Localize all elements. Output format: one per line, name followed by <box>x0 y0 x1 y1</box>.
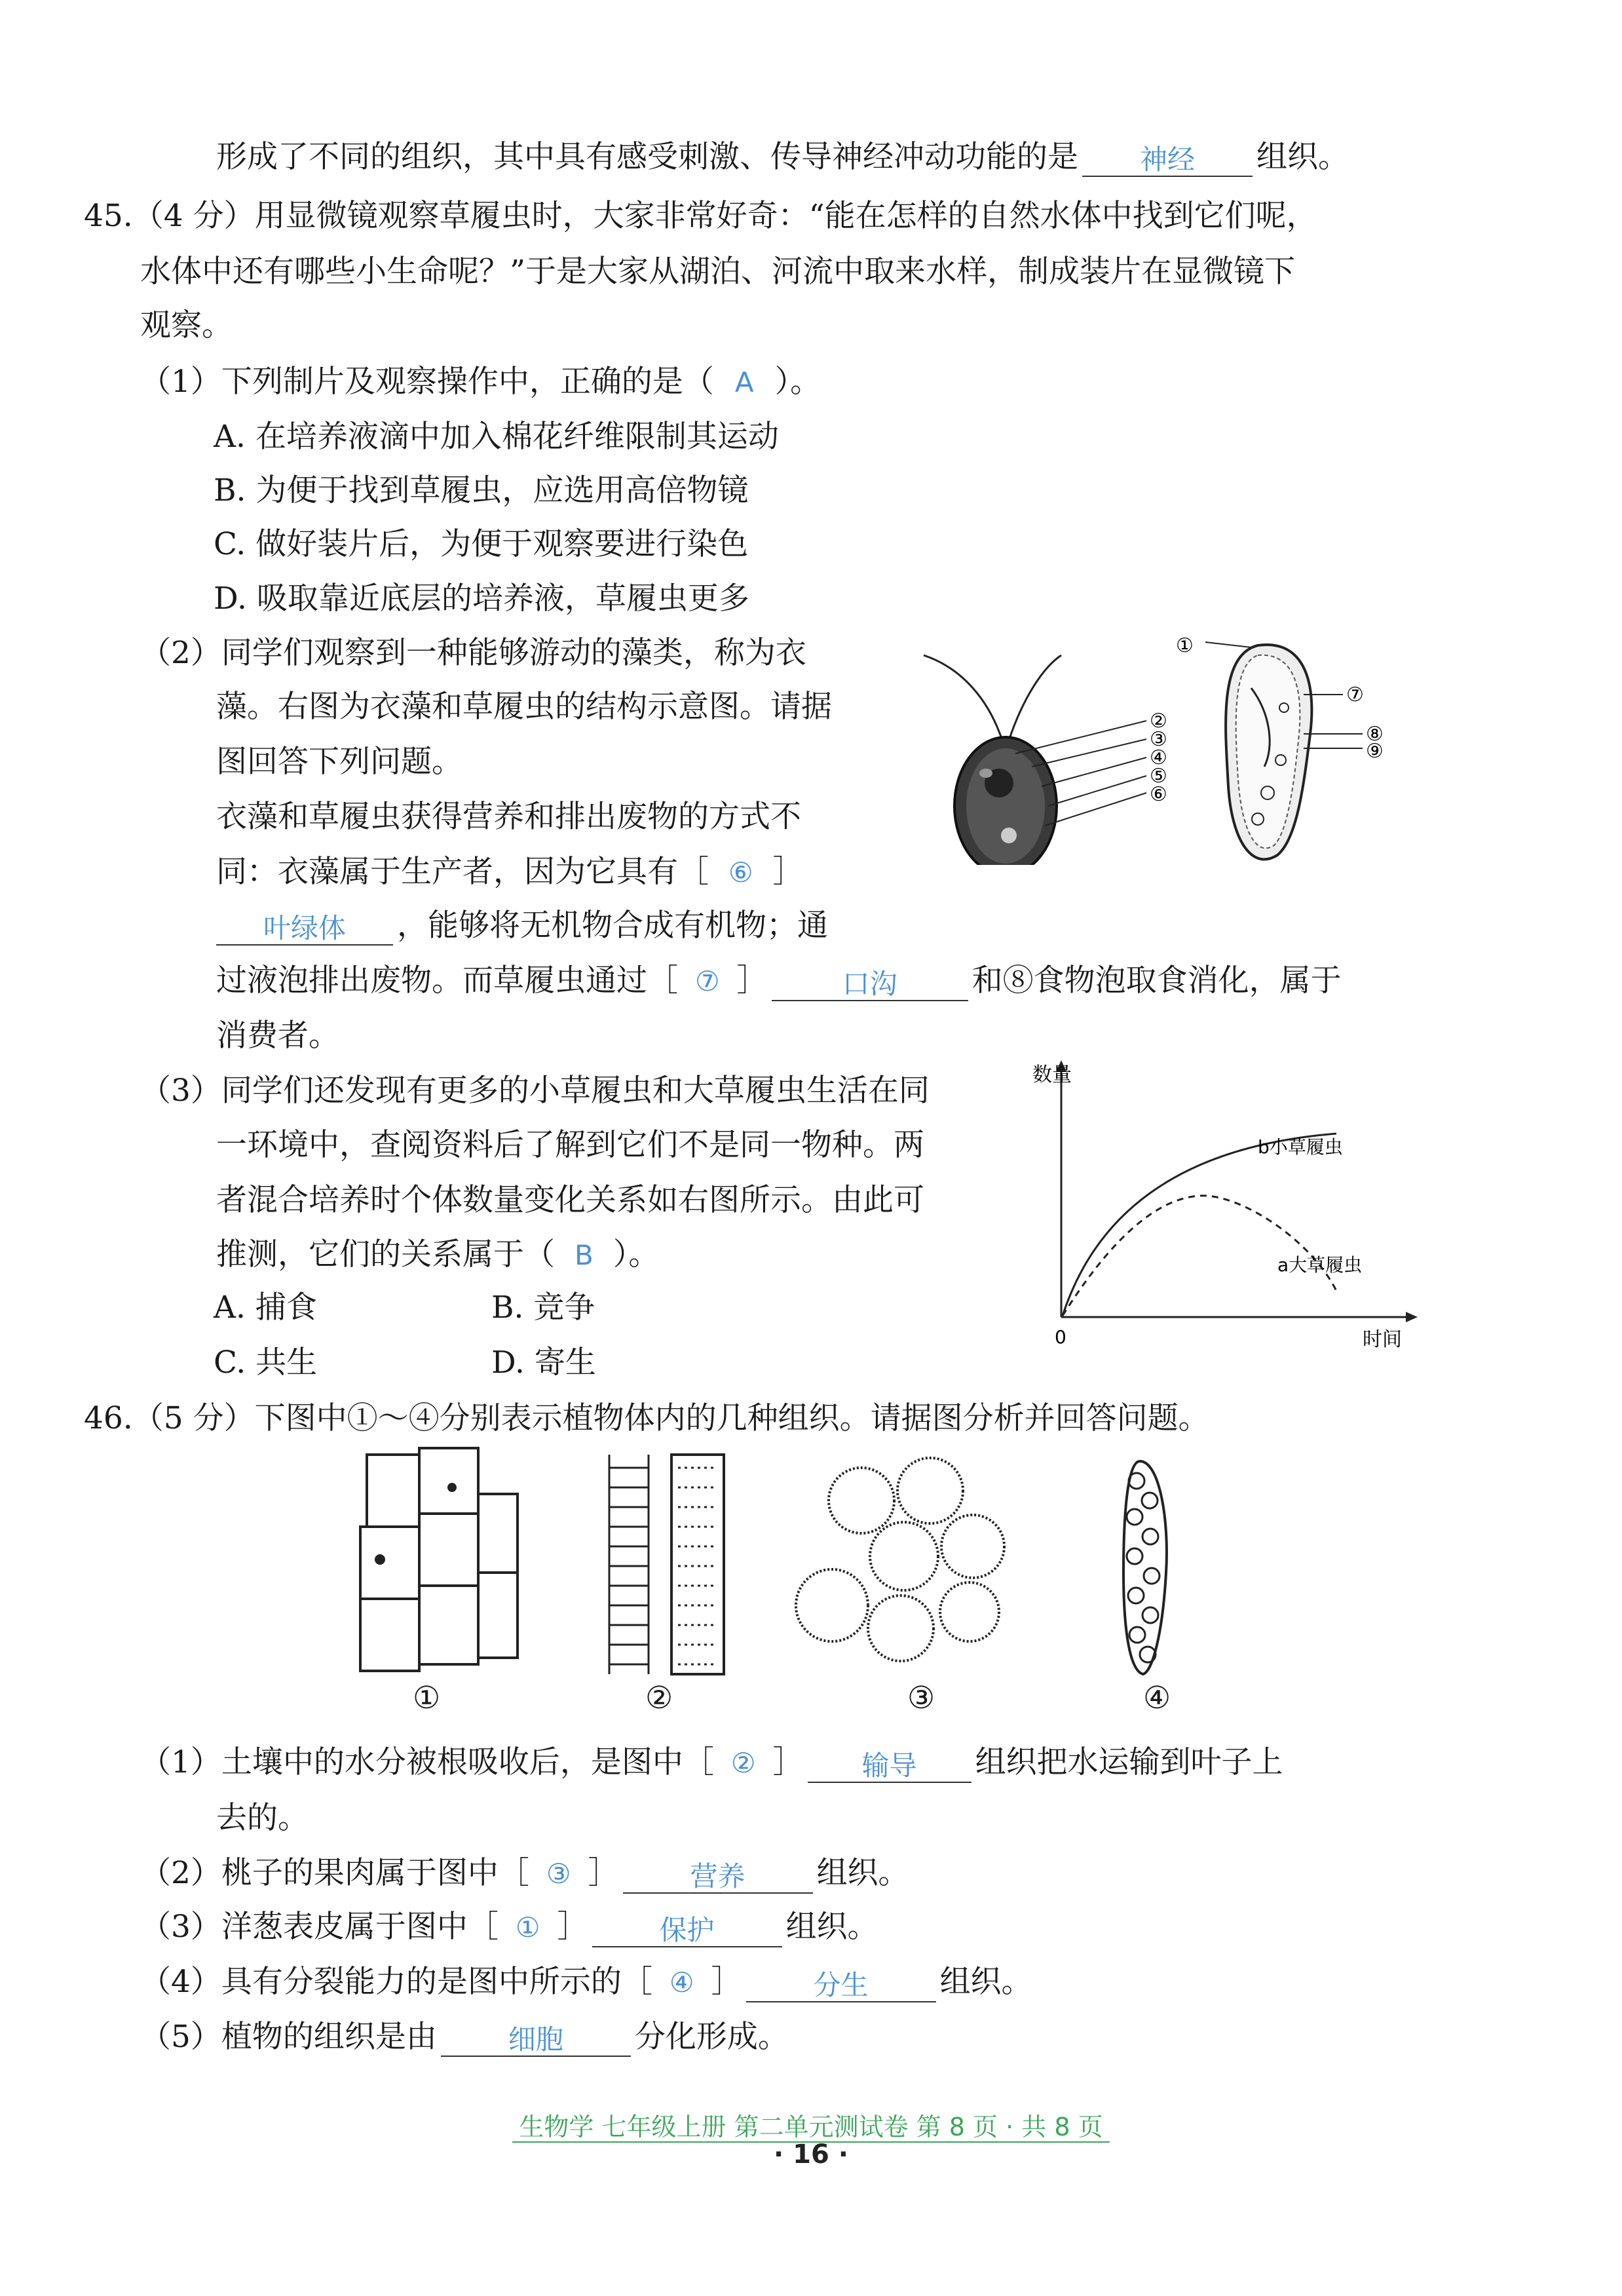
q45-p1-option-d: D. 吸取靠近底层的培养液，草履虫更多 <box>214 581 749 617</box>
q45-p2-line7-bracket: ］ <box>736 963 768 999</box>
q46-p2-number: ③ <box>546 1858 571 1890</box>
q46-p5-text: （5）植物的组织是由 <box>140 2019 437 2055</box>
fig-label-5: ⑤ <box>1150 765 1167 788</box>
q45-p2-answer-mouth: 口沟 <box>842 968 897 1000</box>
q45-p2-line8: 消费者。 <box>216 1018 339 1054</box>
q45-p1-answer: A <box>734 366 754 398</box>
algae-paramecium-figure <box>911 629 1415 865</box>
q46-p5-post: 分化形成。 <box>634 2019 789 2055</box>
q45-p2-line5-text: 同：衣藻属于生产者，因为它具有［ <box>216 854 709 890</box>
q46-p2 <box>140 1854 909 1894</box>
q45-p3-line4-post: ）。 <box>613 1236 660 1272</box>
paramecium-drawing <box>1205 642 1363 859</box>
q44-answer: 神经 <box>1139 144 1195 176</box>
plant-tissue-figure <box>328 1442 1245 1717</box>
q46-p4-post: 组织。 <box>939 1964 1032 2000</box>
q45-p1-option-b: B. 为便于找到草履虫，应选用高倍物镜 <box>214 472 749 508</box>
q46-p2-blank <box>623 1860 813 1894</box>
tissue-label-2: ② <box>645 1680 673 1716</box>
series-a-label: a大草履虫 <box>1277 1254 1363 1276</box>
q45-p1-option-a: A. 在培养液滴中加入棉花纤维限制其运动 <box>214 419 779 455</box>
q45-p2-line7-post: 和⑧食物泡取食消化，属于 <box>971 963 1342 999</box>
q45-p2-bracket: ］ <box>772 854 804 890</box>
q45-stem-line3: 观察。 <box>140 307 233 343</box>
q45-p2-blank-d <box>772 967 968 1001</box>
q45-p2-line7 <box>216 961 1342 1001</box>
tissue-nutritive <box>796 1458 1004 1661</box>
q45-p3-option-c: C. 共生 <box>214 1345 318 1381</box>
q45-p3-line4 <box>216 1235 659 1275</box>
q45-p3-option-d: D. 寄生 <box>491 1345 596 1381</box>
q44-tail-line <box>216 138 1349 177</box>
q46-p3-post: 组织。 <box>785 1909 878 1945</box>
q45-p2-answer-structure: ⑥ <box>728 856 753 889</box>
q46-p3 <box>140 1907 878 1947</box>
chart-x-arrow <box>1406 1312 1418 1322</box>
q46-stem: 46.（5 分）下图中①～④分别表示植物体内的几种组织。请据图分析并回答问题。 <box>84 1400 1209 1436</box>
q46-p1-answer: 输导 <box>861 1750 917 1782</box>
q45-p2-answer-number: ⑦ <box>695 965 720 997</box>
fig-label-7: ⑦ <box>1346 683 1364 706</box>
tissue-conductive <box>609 1455 724 1674</box>
q45-p2-line5 <box>216 852 804 892</box>
fig-label-3: ③ <box>1150 728 1167 751</box>
q44-answer-blank <box>1082 143 1253 177</box>
q46-p2-answer: 营养 <box>690 1860 745 1892</box>
chart-origin: 0 <box>1055 1326 1066 1348</box>
q46-p2-bracket: ］ <box>588 1855 619 1891</box>
q45-p2-line2: 藻。右图为衣藻和草履虫的结构示意图。请据 <box>216 689 832 725</box>
q46-p1-text: （1）土壤中的水分被根吸收后，是图中［ <box>140 1744 714 1780</box>
q46-p3-answer: 保护 <box>659 1914 715 1946</box>
chlamydomonas-drawing <box>924 655 1146 865</box>
q46-p1-blank <box>808 1749 971 1783</box>
tissue-meristematic <box>1123 1461 1167 1674</box>
chart-xlabel: 时间 <box>1363 1328 1402 1351</box>
q46-p1-cont: 去的。 <box>216 1800 309 1836</box>
q45-p3-option-b: B. 竞争 <box>491 1290 595 1326</box>
fig-label-1: ① <box>1176 634 1194 657</box>
q44-text: 形成了不同的组织，其中具有感受刺激、传导神经冲动功能的是 <box>216 139 1078 175</box>
q45-p2-line6-text: ，能够将无机物合成有机物；通 <box>397 908 828 944</box>
tissue-label-1: ① <box>413 1680 441 1716</box>
q45-stem-line1: 45.（4 分）用显微镜观察草履虫时，大家非常好奇：“能在怎样的自然水体中找到它们呢， <box>84 198 1317 234</box>
tissue-protective <box>360 1448 518 1671</box>
footer-subtitle-text: 生物学 七年级上册 第二单元测试卷 第 8 页 · 共 8 页 <box>512 2113 1109 2143</box>
q45-p3-option-a: A. 捕食 <box>214 1290 317 1326</box>
tissue-label-3: ③ <box>907 1680 935 1716</box>
q46-p4-bracket: ］ <box>711 1964 742 2000</box>
q45-p2-answer-organelle: 叶绿体 <box>263 912 346 944</box>
series-b-label: b小草履虫 <box>1258 1136 1343 1158</box>
footer-subtitle <box>0 2107 1622 2143</box>
q45-p3-line1: （3）同学们还发现有更多的小草履虫和大草履虫生活在同 <box>140 1073 930 1109</box>
q45-p2-blank-b <box>216 911 393 946</box>
fig-label-2: ② <box>1150 710 1167 733</box>
q45-p1 <box>140 362 821 402</box>
q45-p2-line6 <box>216 906 828 946</box>
q46-p4-text: （4）具有分裂能力的是图中所示的［ <box>140 1964 652 2000</box>
q46-p1-post: 组织把水运输到叶子上 <box>975 1744 1283 1780</box>
q46-p4 <box>140 1962 1032 2002</box>
fig-label-9: ⑨ <box>1366 740 1384 763</box>
series-b-line <box>1063 1134 1336 1316</box>
q46-p5-answer: 细胞 <box>508 2023 563 2056</box>
q45-p2-line4: 衣藻和草履虫获得营养和排出废物的方式不 <box>216 799 801 835</box>
q46-p4-answer: 分生 <box>813 1969 869 2001</box>
footer-page-number: · 16 · <box>774 2139 848 2170</box>
population-chart <box>1022 1055 1428 1356</box>
fig-label-6: ⑥ <box>1150 783 1167 806</box>
q46-p1-bracket: ］ <box>772 1744 804 1780</box>
q45-p3-answer: B <box>575 1239 594 1271</box>
q46-p3-blank <box>592 1913 782 1947</box>
q45-p3-line3: 者混合培养时个体数量变化关系如右图所示。由此可 <box>216 1182 924 1218</box>
q45-p3-line2: 一环境中，查阅资料后了解到它们不是同一物种。两 <box>216 1127 924 1163</box>
q45-p1-option-c: C. 做好装片后，为便于观察要进行染色 <box>214 526 749 562</box>
q45-p2-line7-text: 过液泡排出废物。而草履虫通过［ <box>216 963 678 999</box>
chart-ylabel: 数量 <box>1032 1063 1072 1086</box>
q46-p3-text: （3）洋葱表皮属于图中［ <box>140 1909 499 1945</box>
q46-p2-post: 组织。 <box>816 1855 909 1891</box>
q46-p1-number: ② <box>730 1747 756 1779</box>
q45-p1-text: （1）下列制片及观察操作中，正确的是（ <box>140 364 714 400</box>
q46-p5 <box>140 2018 789 2057</box>
q46-p5-blank <box>441 2023 631 2057</box>
q44-post: 组织。 <box>1256 139 1349 175</box>
q46-p1 <box>140 1743 1283 1783</box>
q45-stem-line2: 水体中还有哪些小生命呢？”于是大家从湖泊、河流中取来水样，制成装片在显微镜下 <box>140 254 1296 290</box>
q45-p2-line1: （2）同学们观察到一种能够游动的藻类，称为衣 <box>140 635 806 671</box>
q46-p4-number: ④ <box>669 1966 694 1999</box>
q45-p1-post: ）。 <box>774 364 821 400</box>
q45-p2-line3: 图回答下列问题。 <box>216 744 462 780</box>
fig-label-8: ⑧ <box>1366 723 1384 746</box>
q46-p4-blank <box>746 1968 936 2002</box>
q45-p3-line4-text: 推测，它们的关系属于（ <box>216 1236 555 1272</box>
tissue-label-4: ④ <box>1143 1680 1171 1716</box>
q46-p3-bracket: ］ <box>557 1909 588 1945</box>
q46-p2-text: （2）桃子的果肉属于图中［ <box>140 1855 529 1891</box>
q46-p3-number: ① <box>515 1911 540 1943</box>
fig-label-4: ④ <box>1150 746 1167 769</box>
